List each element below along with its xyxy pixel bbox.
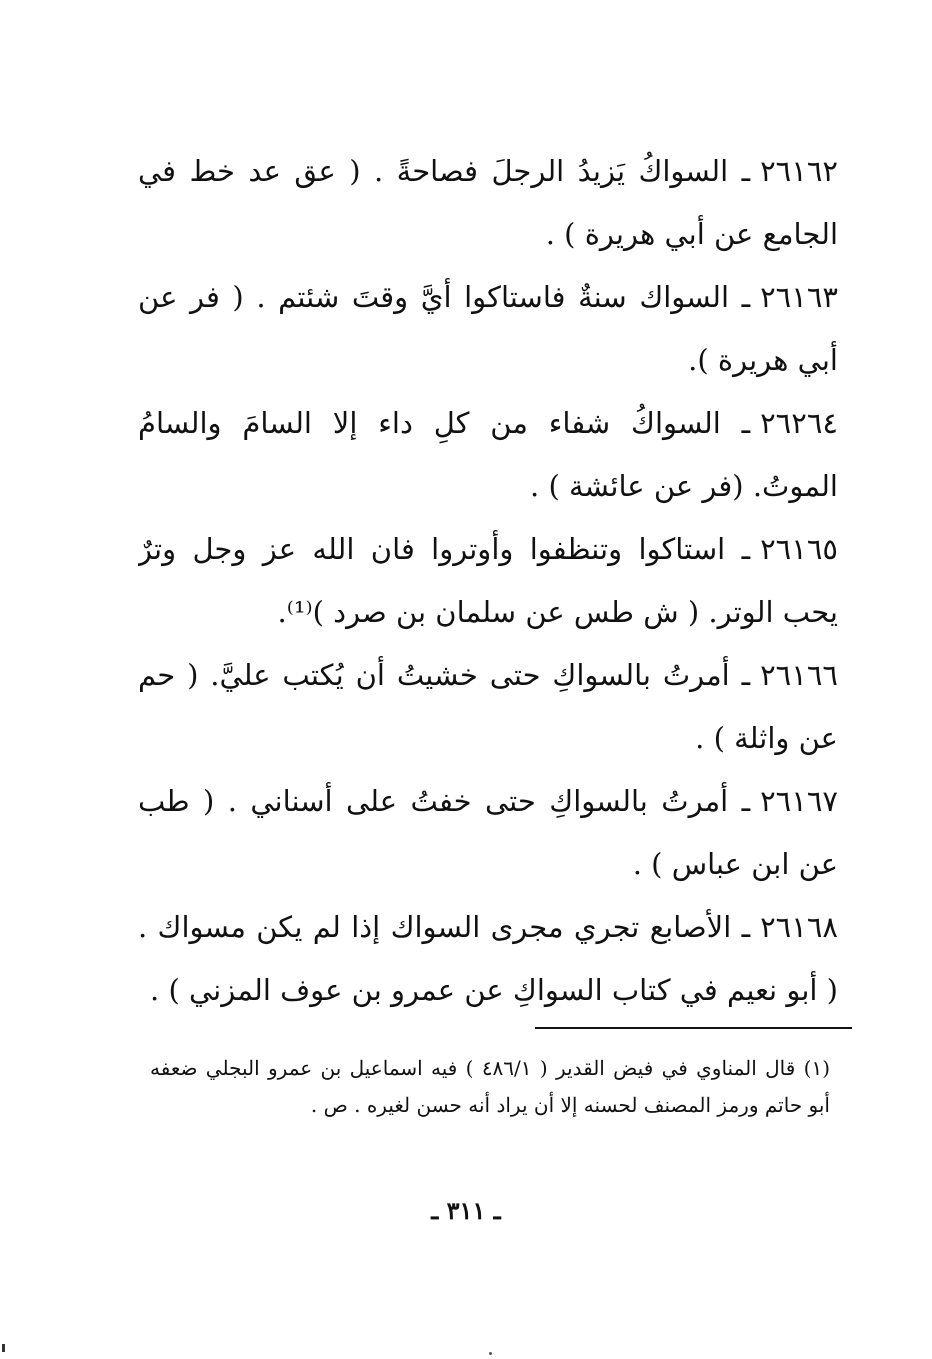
entry-number: ٢٦١٦٢ [760,154,838,188]
footnote-divider [535,1027,852,1029]
entry-number: ٢٦١٦٦ [760,658,838,692]
entry-text: ـ أمرتُ بالسواكِ حتى خفتُ على أسناني . ( طب عن ابن عباس ) . [138,784,838,881]
hadith-entry [138,896,838,1022]
footnote: (١) قال المناوي في فيض القدير ( ٤٨٦/١ ) فيه اسماعيل بن عمرو البجلي ضعفه أبو حاتم ورمز المصنف لحسنه إلا أن يراد أنه حسن لغيره . ص . [150,1056,830,1117]
entry-number: ٢٦١٦٥ [760,532,838,566]
entry-text: ـ الأصابع تجري مجرى السواك إذا لم يكن مسواك . ( أبو نعيم في كتاب السواكِ عن عمرو بن عوف المزني ) . [138,910,838,1007]
entry-number: ٢٦١٦٧ [760,784,838,818]
hadith-entry [138,392,838,518]
entry-number: ٢٦١٦٣ [760,280,838,314]
hadith-entry [138,266,838,392]
entry-number: ٢٦١٦٨ [760,910,838,944]
entry-number: ٢٦٢٦٤ [760,406,838,440]
scan-artifact-mark [2,1344,5,1352]
scan-artifact-dot [489,1352,492,1355]
hadith-entry [138,140,838,266]
page-number: ـ ٣١١ ـ [431,1196,501,1225]
hadith-entry [138,644,838,770]
hadith-list [138,140,838,1022]
entry-text: ـ السواكُ يَزيدُ الرجلَ فصاحةً . ( عق عد خط في الجامع عن أبي هريرة ) . [138,154,838,251]
entry-text: ـ السواكُ شفاء من كلِ داء إلا السامَ والسامُ الموتُ. (فر عن عائشة ) . [138,406,838,503]
entry-text: ـ السواك سنةٌ فاستاكوا أيَّ وقتَ شئتم . ( فر عن أبي هريرة ). [138,280,838,377]
entry-text: ـ استاكوا وتنظفوا وأوتروا فان الله عز وجل وترٌ يحب الوتر. ( ش طس عن سلمان بن صرد )⁽¹⁾. [138,532,838,629]
hadith-entry [138,518,838,644]
entry-text: ـ أمرتُ بالسواكِ حتى خشيتُ أن يُكتب عليَّ. ( حم عن واثلة ) . [138,658,838,755]
hadith-entry [138,770,838,896]
